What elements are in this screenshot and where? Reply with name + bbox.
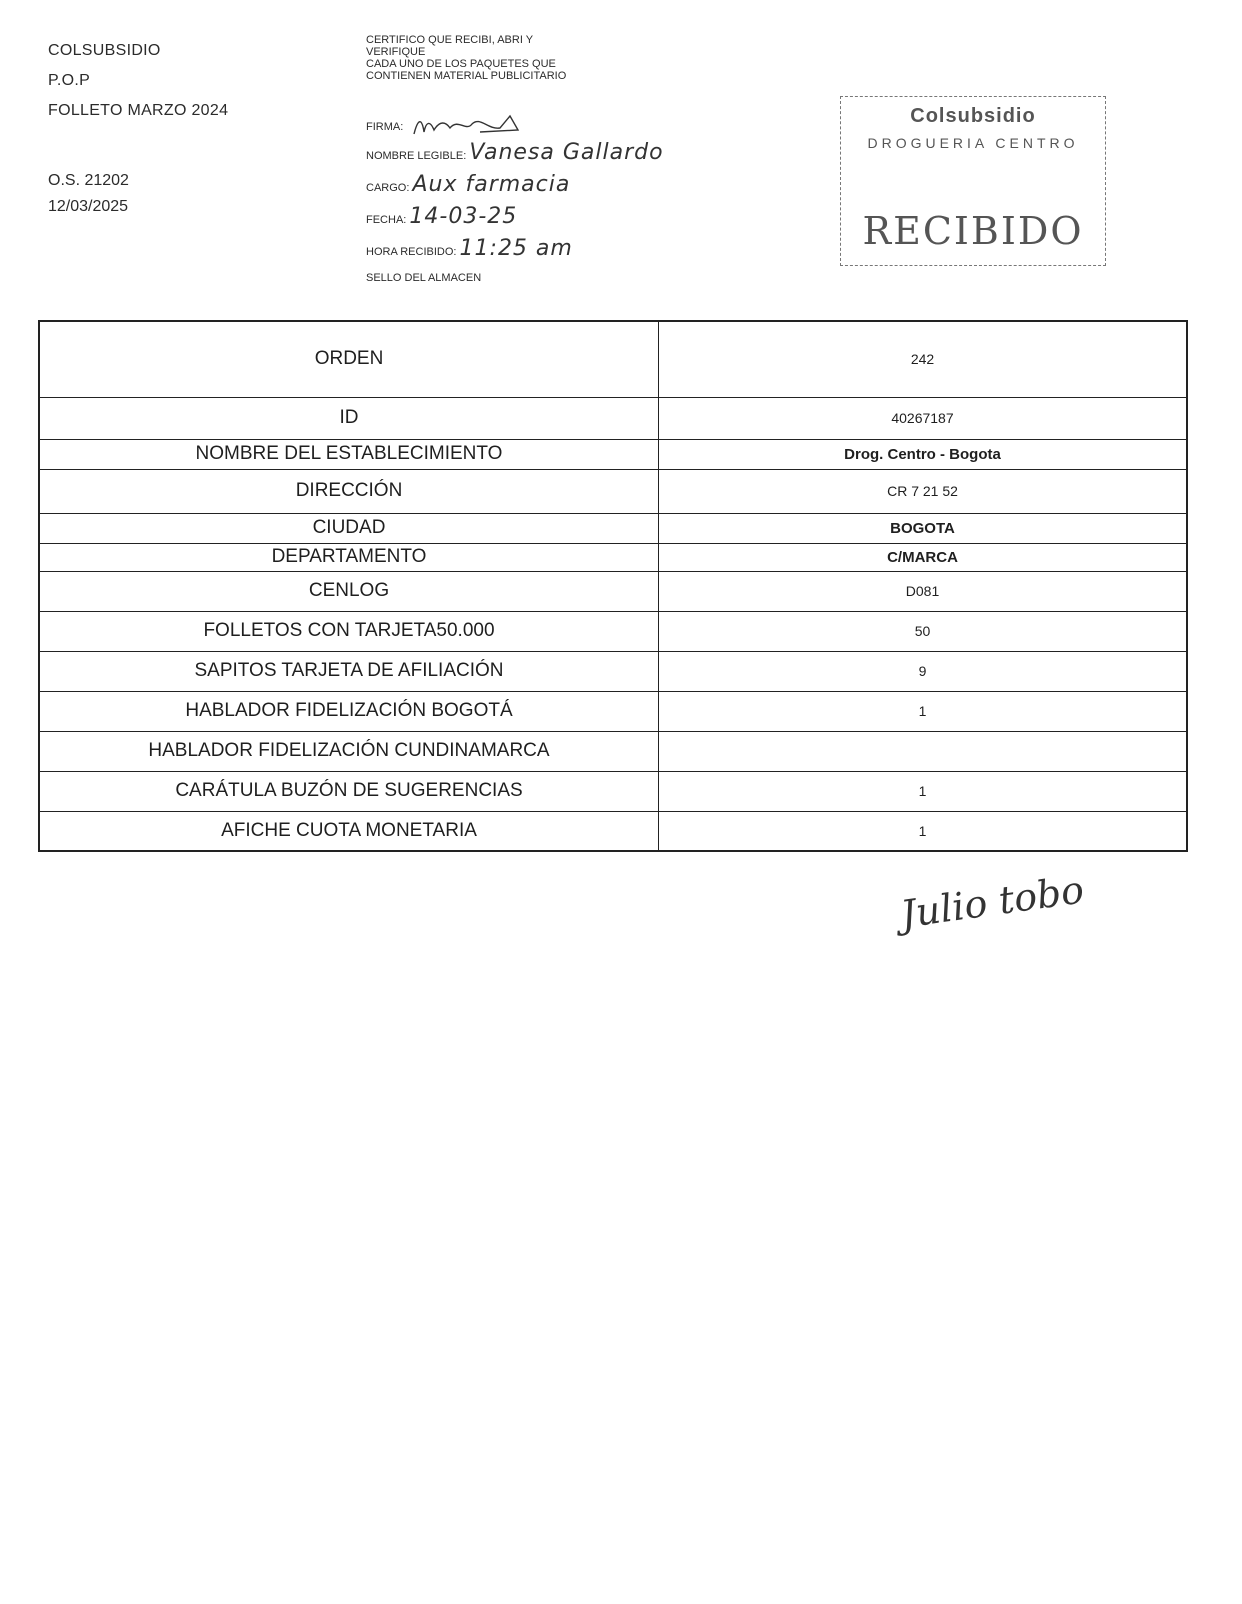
- nombre-value: Vanesa Gallardo: [469, 140, 664, 165]
- row-label: FOLLETOS CON TARJETA50.000: [39, 611, 659, 651]
- row-value: C/MARCA: [659, 543, 1188, 571]
- table-row: [39, 771, 1187, 811]
- cargo-value: Aux farmacia: [412, 172, 571, 197]
- row-value: CR 7 21 52: [659, 469, 1188, 513]
- cert-line: VERIFIQUE: [366, 46, 426, 58]
- pop-label: P.O.P: [48, 72, 91, 89]
- stamp-subtitle: DROGUERIA CENTRO: [867, 135, 1079, 151]
- row-value: 9: [659, 651, 1188, 691]
- hora-value: 11:25 am: [459, 236, 573, 261]
- fecha-value: 14-03-25: [409, 204, 518, 229]
- cert-line: CONTIENEN MATERIAL PUBLICITARIO: [366, 70, 567, 82]
- cert-line: CADA UNO DE LOS PAQUETES QUE: [366, 58, 556, 70]
- brochure-title: FOLLETO MARZO 2024: [48, 102, 229, 119]
- hora-field: [366, 236, 573, 261]
- row-label: DEPARTAMENTO: [39, 543, 659, 571]
- handwritten-signature: Julio tobo: [897, 867, 1087, 937]
- row-label: AFICHE CUOTA MONETARIA: [39, 811, 659, 851]
- row-value: 40267187: [659, 397, 1188, 439]
- table-row: [39, 611, 1187, 651]
- table-row: [39, 321, 1187, 397]
- row-value: 242: [659, 321, 1188, 397]
- cert-line: CERTIFICO QUE RECIBI, ABRI Y: [366, 34, 534, 46]
- cargo-field: [366, 172, 570, 197]
- stamp-brand: Colsubsidio: [910, 105, 1036, 127]
- delivery-table: [38, 320, 1188, 852]
- firma-label: FIRMA:: [366, 120, 404, 133]
- certification-text: [366, 34, 666, 82]
- row-label: HABLADOR FIDELIZACIÓN CUNDINAMARCA: [39, 731, 659, 771]
- stamp-status: RECIBIDO: [862, 209, 1084, 253]
- table-row: [39, 731, 1187, 771]
- row-value: D081: [659, 571, 1188, 611]
- table-row: [39, 439, 1187, 469]
- table-row: [39, 543, 1187, 571]
- table-row: [39, 469, 1187, 513]
- service-order-number: O.S. 21202: [48, 172, 129, 189]
- fecha-label: FECHA:: [366, 214, 407, 226]
- nombre-label: NOMBRE LEGIBLE:: [366, 150, 467, 162]
- firma-field: [366, 112, 530, 142]
- table-row: [39, 811, 1187, 851]
- row-value: 1: [659, 811, 1188, 851]
- table-row: [39, 397, 1187, 439]
- row-value: [659, 731, 1188, 771]
- table-row: [39, 651, 1187, 691]
- firma-signature: [410, 112, 530, 142]
- service-order-date: 12/03/2025: [48, 198, 129, 215]
- row-label: ID: [39, 397, 659, 439]
- row-label: DIRECCIÓN: [39, 469, 659, 513]
- row-value: 1: [659, 691, 1188, 731]
- row-label: NOMBRE DEL ESTABLECIMIENTO: [39, 439, 659, 469]
- nombre-field: [366, 140, 664, 165]
- row-label: CENLOG: [39, 571, 659, 611]
- row-value: Drog. Centro - Bogota: [659, 439, 1188, 469]
- table-row: [39, 691, 1187, 731]
- sello-label: SELLO DEL ALMACEN: [366, 272, 482, 284]
- row-label: CARÁTULA BUZÓN DE SUGERENCIAS: [39, 771, 659, 811]
- row-label: HABLADOR FIDELIZACIÓN BOGOTÁ: [39, 691, 659, 731]
- header-company-block: [48, 36, 228, 126]
- row-label: CIUDAD: [39, 513, 659, 543]
- row-label: ORDEN: [39, 321, 659, 397]
- row-value: BOGOTA: [659, 513, 1188, 543]
- cargo-label: CARGO:: [366, 182, 410, 194]
- fecha-field: [366, 204, 517, 229]
- row-value: 50: [659, 611, 1188, 651]
- hora-label: HORA RECIBIDO:: [366, 246, 457, 258]
- table-row: [39, 513, 1187, 543]
- company-name: COLSUBSIDIO: [48, 42, 161, 59]
- row-label: SAPITOS TARJETA DE AFILIACIÓN: [39, 651, 659, 691]
- table-row: [39, 571, 1187, 611]
- service-order-block: [48, 168, 129, 220]
- row-value: 1: [659, 771, 1188, 811]
- received-stamp: [840, 96, 1106, 266]
